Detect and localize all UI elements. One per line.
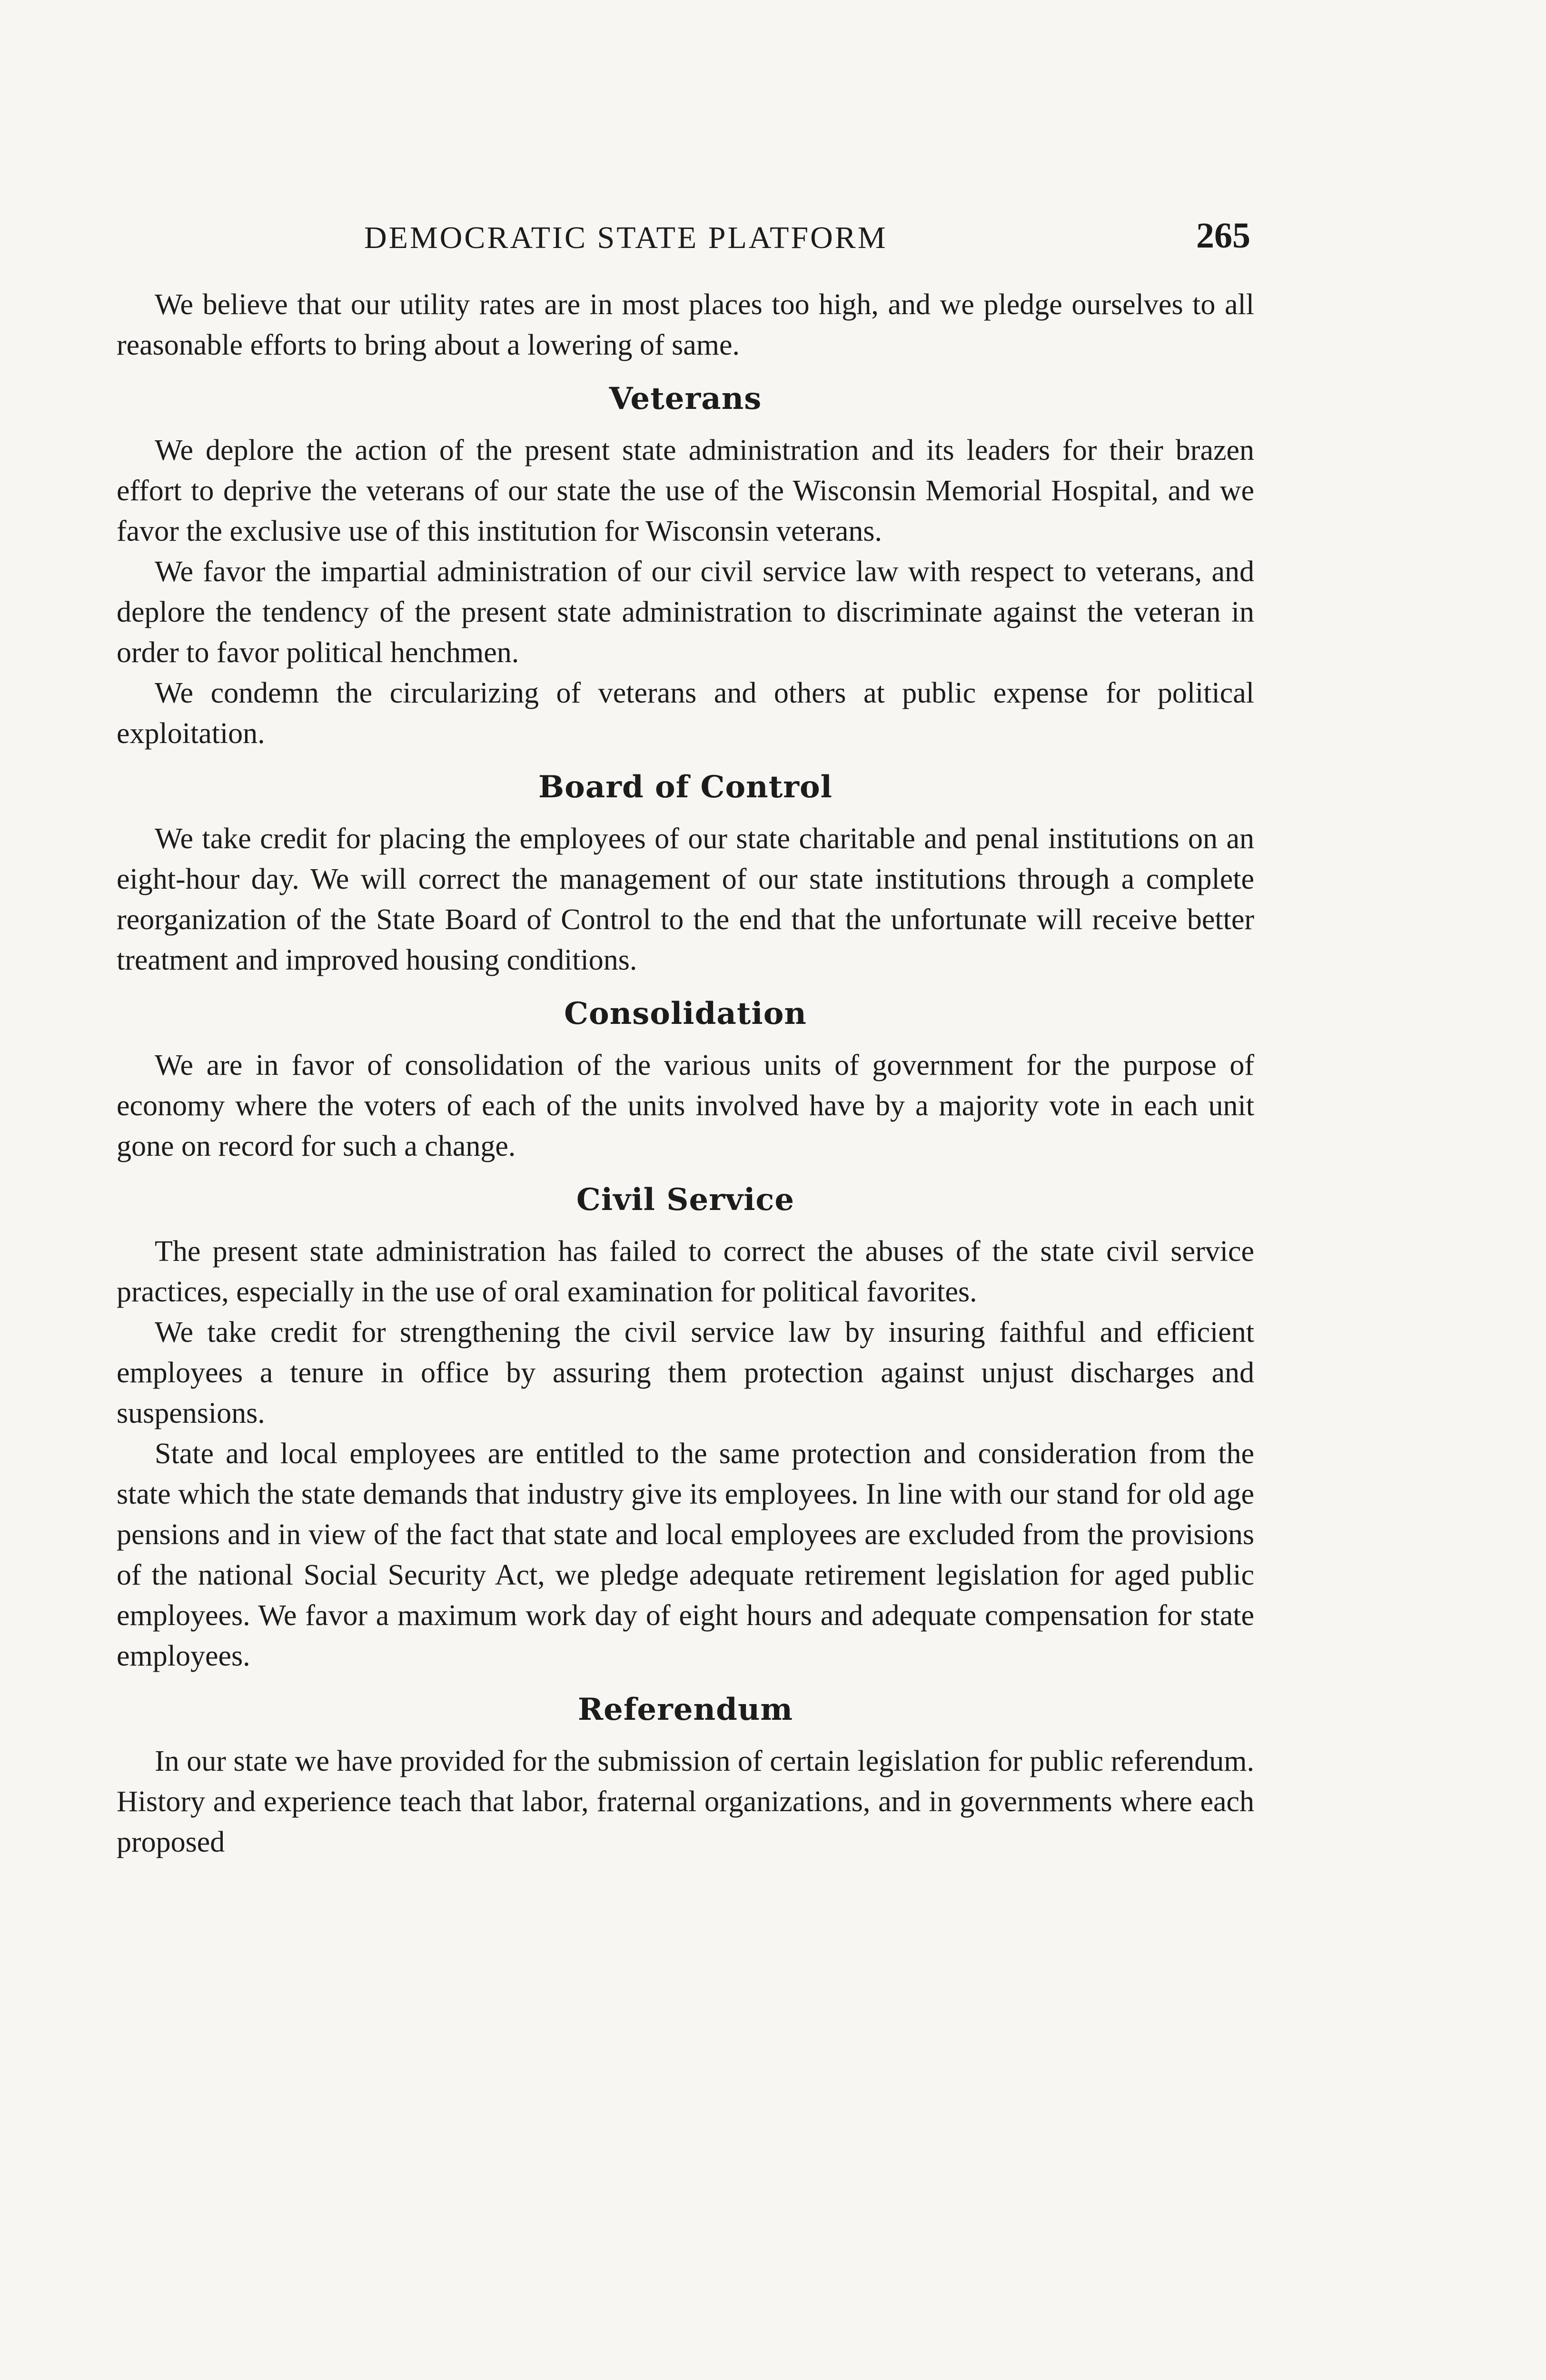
veterans-paragraph-3: We condemn the circularizing of veterans and others at public expense for political exploitation.: [117, 677, 1254, 750]
running-head: [117, 209, 1254, 262]
running-title: DEMOCRATIC STATE PLATFORM: [364, 220, 888, 255]
consolidation-paragraph-1: We are in favor of consolidation of the various units of government for the purpose of economy where the voters of each of the units involved have by a majority vote in each unit gone on record for such a change.: [117, 1049, 1254, 1162]
document-page: [117, 209, 1254, 1863]
section-heading-referendum: Referendum: [577, 1692, 793, 1727]
referendum-paragraph-1: In our state we have provided for the submission of certain legislation for public referendum. History and experience teach that labor, fraternal organizations, and in governments where each proposed: [117, 1745, 1254, 1858]
section-heading-board-of-control: Board of Control: [538, 769, 832, 805]
civil-service-paragraph-1: The present state administration has failed to correct the abuses of the state civil service practices, especially in the use of oral examination for political favorites.: [117, 1235, 1254, 1308]
civil-service-paragraph-2: We take credit for strengthening the civil service law by insuring faithful and efficient employees a tenure in office by assuring them protection against unjust discharges and suspensions.: [117, 1316, 1254, 1429]
section-heading-consolidation: Consolidation: [564, 996, 807, 1031]
section-heading-civil-service: Civil Service: [576, 1182, 795, 1218]
veterans-paragraph-1: We deplore the action of the present state administration and its leaders for their brazen effort to deprive the veterans of our state the use of the Wisconsin Memorial Hospital, and we favor the exclusive use of this institution for Wisconsin veterans.: [117, 434, 1254, 547]
board-of-control-paragraph-1: We take credit for placing the employees of our state charitable and penal institutions on an eight-hour day. We will correct the management of our state institutions through a complete reorganization of the State Board of Control to the end that the unfortunate will receive better treatment and improved housing conditions.: [117, 823, 1254, 976]
page-number: 265: [1196, 216, 1250, 256]
intro-paragraph: We believe that our utility rates are in most places too high, and we pledge ourselves to all reasonable efforts to bring about a lowering of same.: [117, 288, 1254, 361]
civil-service-paragraph-3: State and local employees are entitled to the same protection and consideration from the state which the state demands that industry give its employees. In line with our stand for old age pensions and in view of the fact that state and local employees are excluded from the provisions of the national Social Security Act, we pledge adequate retirement legislation for aged public employees. We favor a maximum work day of eight hours and adequate compensation for state employees.: [117, 1438, 1254, 1672]
veterans-paragraph-2: We favor the impartial administration of our civil service law with respect to veterans, and deplore the tendency of the present state administration to discriminate against the veteran in order to favor political henchmen.: [117, 555, 1254, 669]
section-heading-veterans: Veterans: [609, 381, 762, 416]
